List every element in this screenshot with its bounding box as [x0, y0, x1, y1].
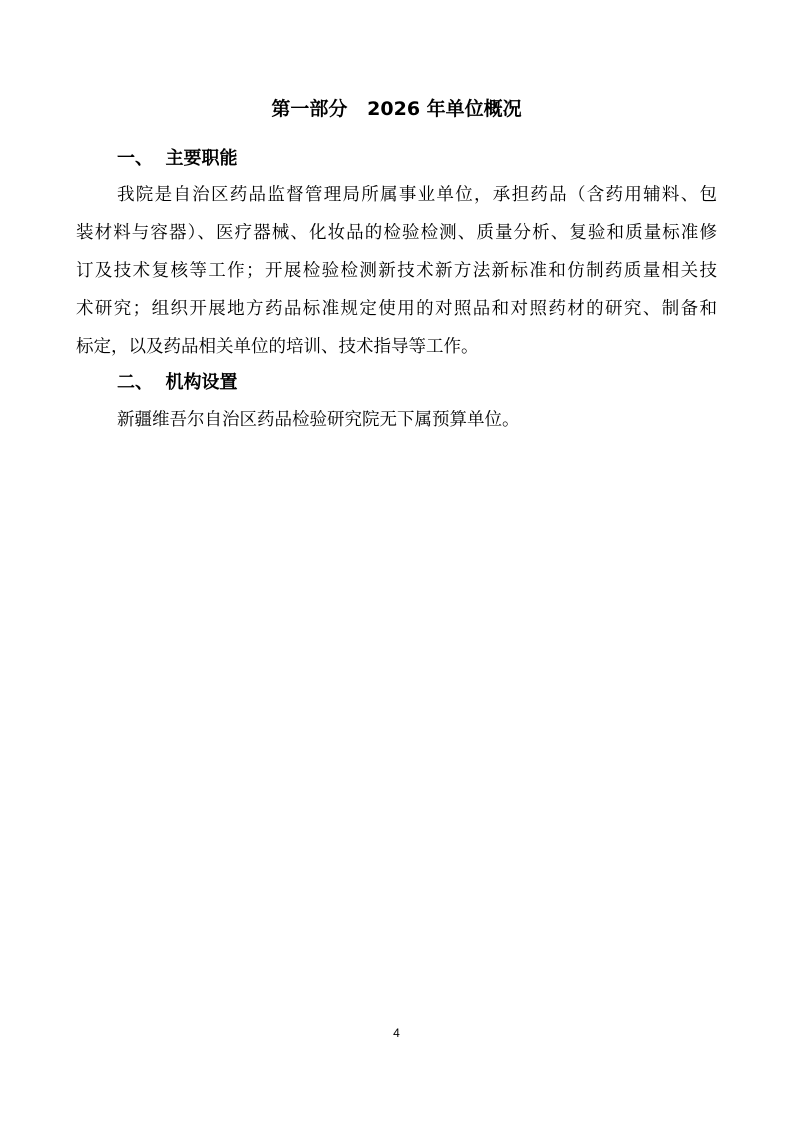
paragraph-line: 术研究；组织开展地方药品标准规定使用的对照品和对照药材的研究、制备和 [76, 299, 717, 319]
paragraph-line: 装材料与容器）、医疗器械、化妆品的检验检测、质量分析、复验和质量标准修 [76, 223, 717, 243]
section-heading-organization: 二、 机构设置 [117, 372, 238, 393]
page-title: 第一部分 2026 年单位概况 [271, 98, 522, 120]
paragraph-line: 订及技术复核等工作；开展检验检测新技术新方法新标准和仿制药质量相关技 [76, 261, 717, 281]
paragraph-line: 我院是自治区药品监督管理局所属事业单位，承担药品（含药用辅料、包 [117, 185, 717, 205]
paragraph-line: 新疆维吾尔自治区药品检验研究院无下属预算单位。 [117, 410, 520, 430]
section-heading-main-functions: 一、 主要职能 [117, 148, 238, 169]
paragraph-line: 标定，以及药品相关单位的培训、技术指导等工作。 [76, 337, 479, 357]
page-number: 4 [393, 1026, 400, 1040]
